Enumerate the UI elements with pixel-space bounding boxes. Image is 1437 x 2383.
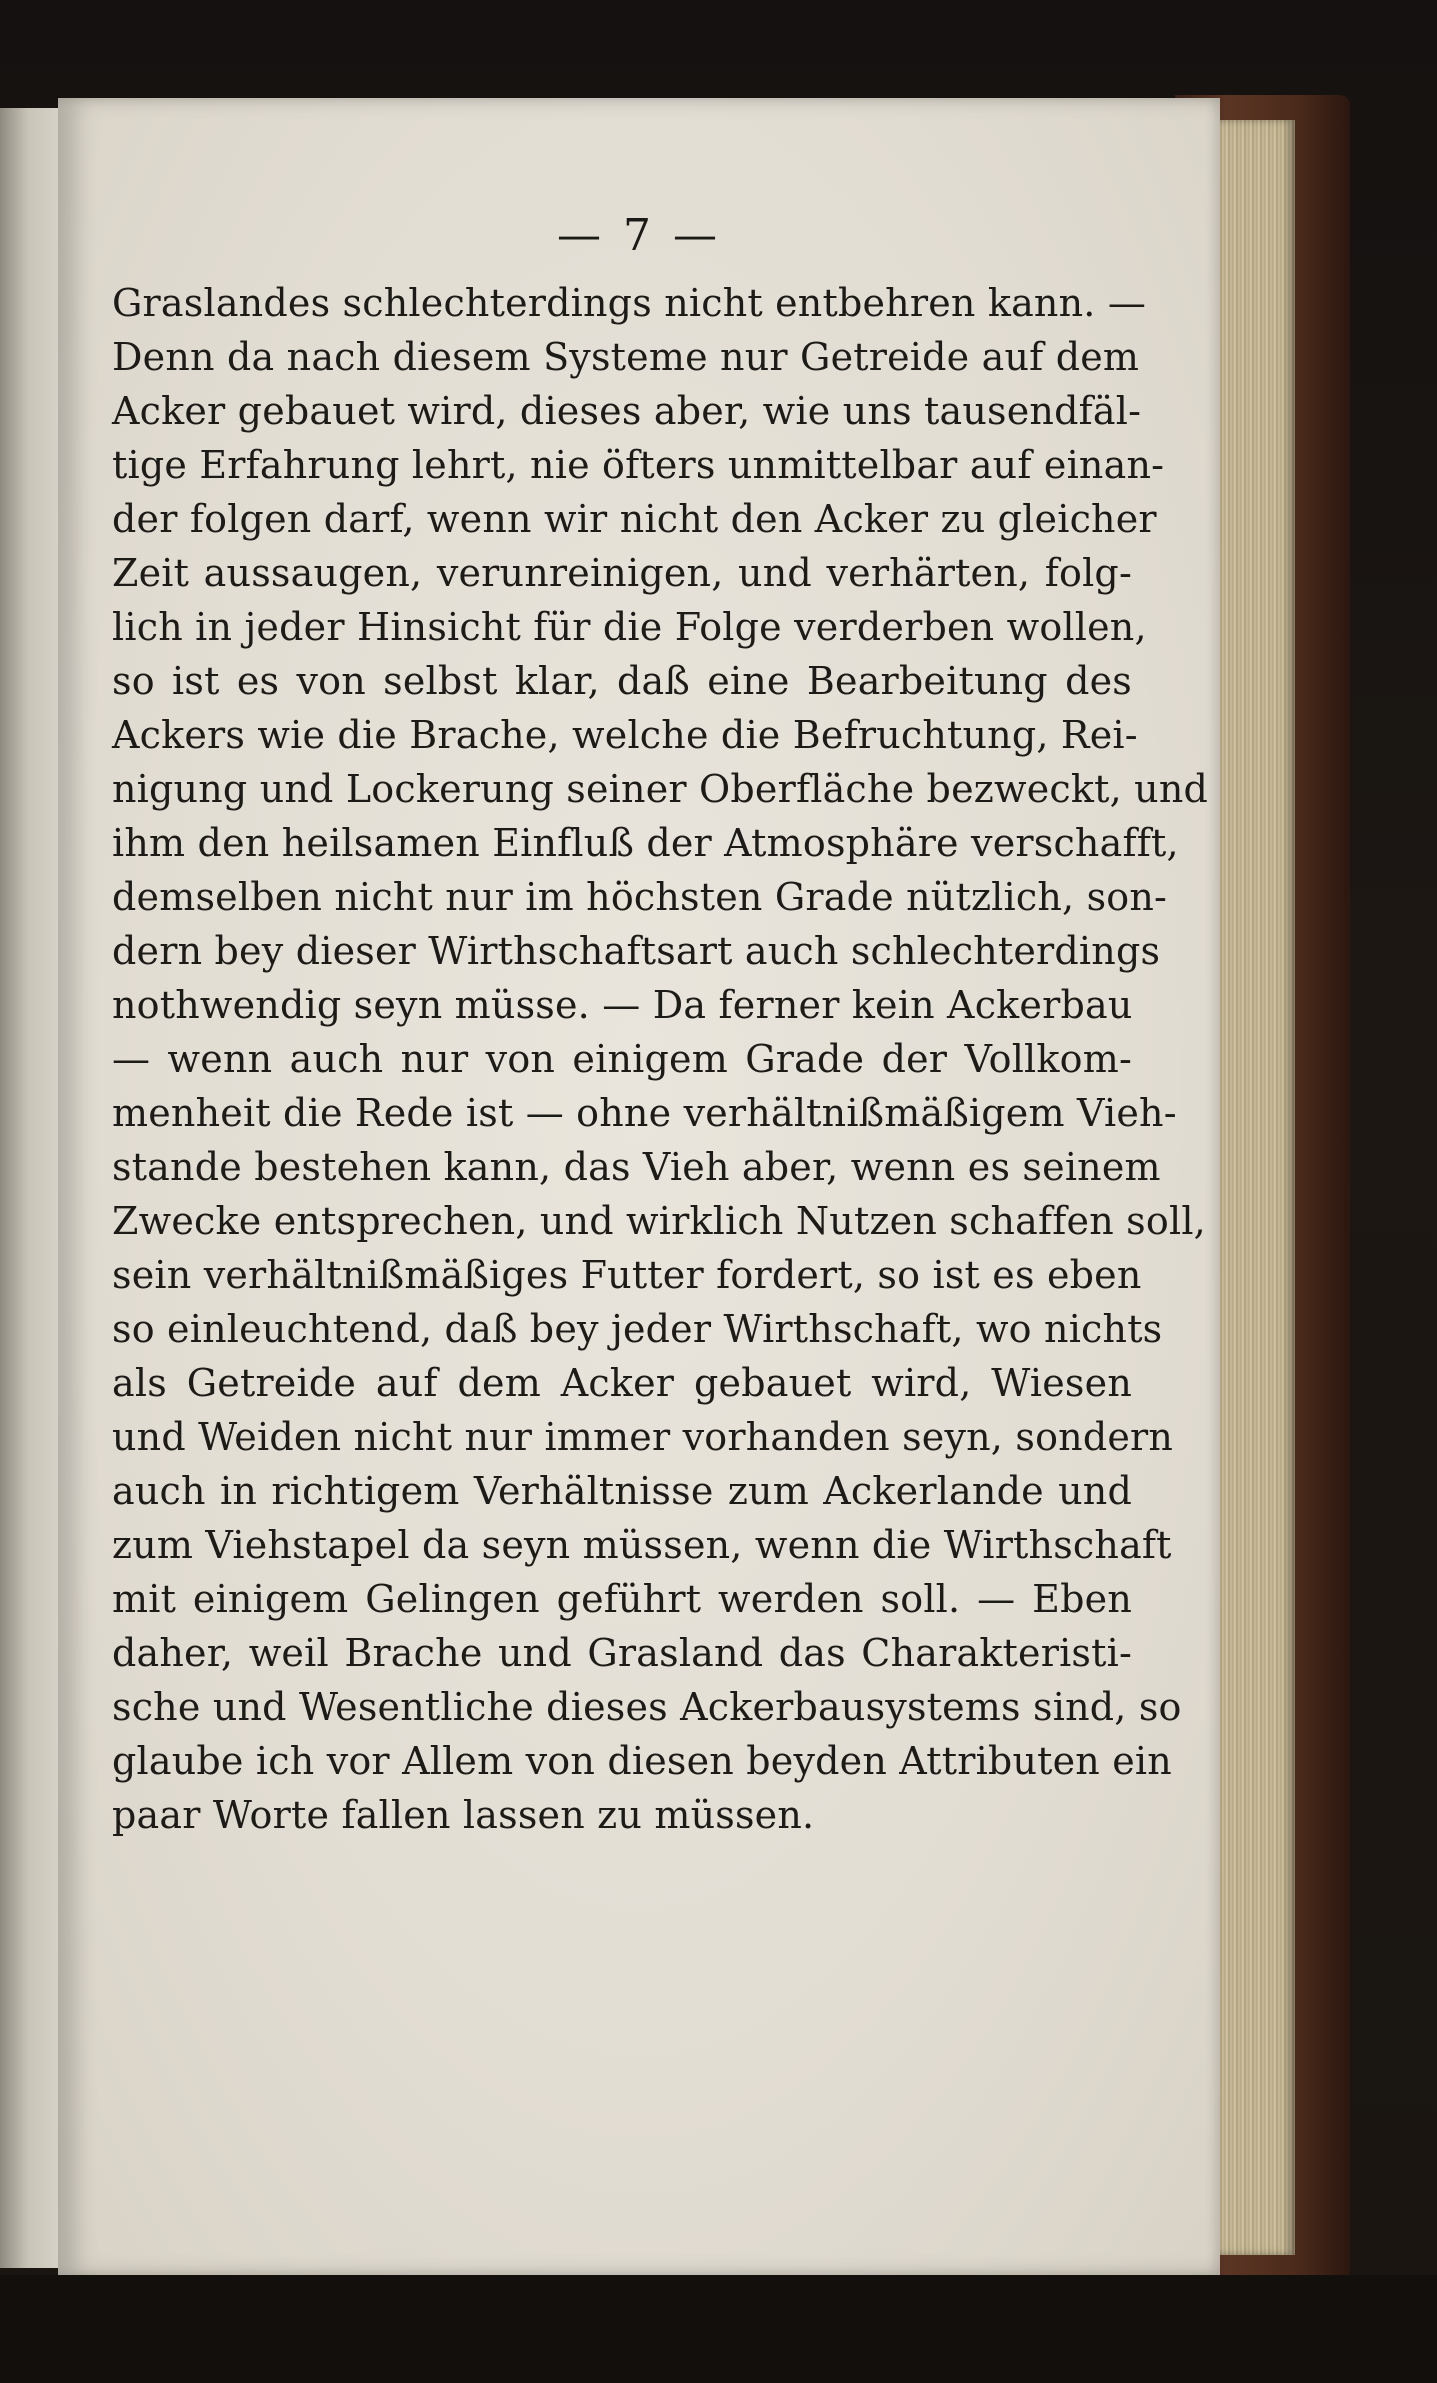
text-line: Zwecke entsprechen, und wirklich Nutzen schaffen soll, [112, 1199, 1206, 1243]
text-line: Graslandes schlechterdings nicht entbehren kann. — [112, 281, 1147, 325]
text-line: so einleuchtend, daß bey jeder Wirthschaft, wo nichts [112, 1307, 1163, 1351]
text-line: demselben nicht nur im höchsten Grade nützlich, son- [112, 875, 1168, 919]
background-table [0, 2275, 1437, 2383]
text-line: auch in richtigem Verhältnisse zum Ackerlande und [112, 1469, 1132, 1513]
page-edges [1215, 120, 1295, 2255]
text-line: und Weiden nicht nur immer vorhanden seyn, sondern [112, 1415, 1174, 1459]
book-page [58, 98, 1220, 2275]
text-line: sche und Wesentliche dieses Ackerbausystems sind, so [112, 1685, 1182, 1729]
text-line: Acker gebauet wird, dieses aber, wie uns tausendfäl- [112, 389, 1142, 433]
text-line: nigung und Lockerung seiner Oberfläche bezweckt, und [112, 767, 1209, 811]
text-line: glaube ich vor Allem von diesen beyden Attributen ein [112, 1739, 1172, 1783]
text-line: — wenn auch nur von einigem Grade der Vollkom- [112, 1037, 1132, 1081]
text-line: Denn da nach diesem Systeme nur Getreide auf dem [112, 335, 1140, 379]
text-line: lich in jeder Hinsicht für die Folge verderben wollen, [112, 605, 1147, 649]
text-line: stande bestehen kann, das Vieh aber, wenn es seinem [112, 1145, 1161, 1189]
page-number: — 7 — [557, 210, 721, 261]
text-line: Zeit aussaugen, verunreinigen, und verhärten, folg- [112, 551, 1132, 595]
text-line: als Getreide auf dem Acker gebauet wird, Wiesen [112, 1361, 1132, 1405]
text-line: dern bey dieser Wirthschaftsart auch schlechterdings [112, 929, 1161, 973]
text-line: so ist es von selbst klar, daß eine Bearbeitung des [112, 659, 1132, 703]
text-line: paar Worte fallen lassen zu müssen. [112, 1793, 815, 1837]
text-line: daher, weil Brache und Grasland das Charakteristi- [112, 1631, 1132, 1675]
text-line: Ackers wie die Brache, welche die Befruchtung, Rei- [112, 713, 1138, 757]
text-line: mit einigem Gelingen geführt werden soll. — Eben [112, 1577, 1132, 1621]
left-page-edge [0, 108, 64, 2268]
bleed-through-decoration [698, 2033, 1178, 2071]
text-line: sein verhältnißmäßiges Futter fordert, so ist es eben [112, 1253, 1142, 1297]
page-body [112, 276, 1209, 1842]
text-line: tige Erfahrung lehrt, nie öfters unmittelbar auf einan- [112, 443, 1165, 487]
text-line: zum Viehstapel da seyn müssen, wenn die Wirthschaft [112, 1523, 1172, 1567]
text-line: der folgen darf, wenn wir nicht den Acker zu gleicher [112, 497, 1157, 541]
text-line: nothwendig seyn müsse. — Da ferner kein Ackerbau [112, 983, 1133, 1027]
text-line: menheit die Rede ist — ohne verhältnißmäßigem Vieh- [112, 1091, 1177, 1135]
text-line: ihm den heilsamen Einfluß der Atmosphäre verschafft, [112, 821, 1179, 865]
